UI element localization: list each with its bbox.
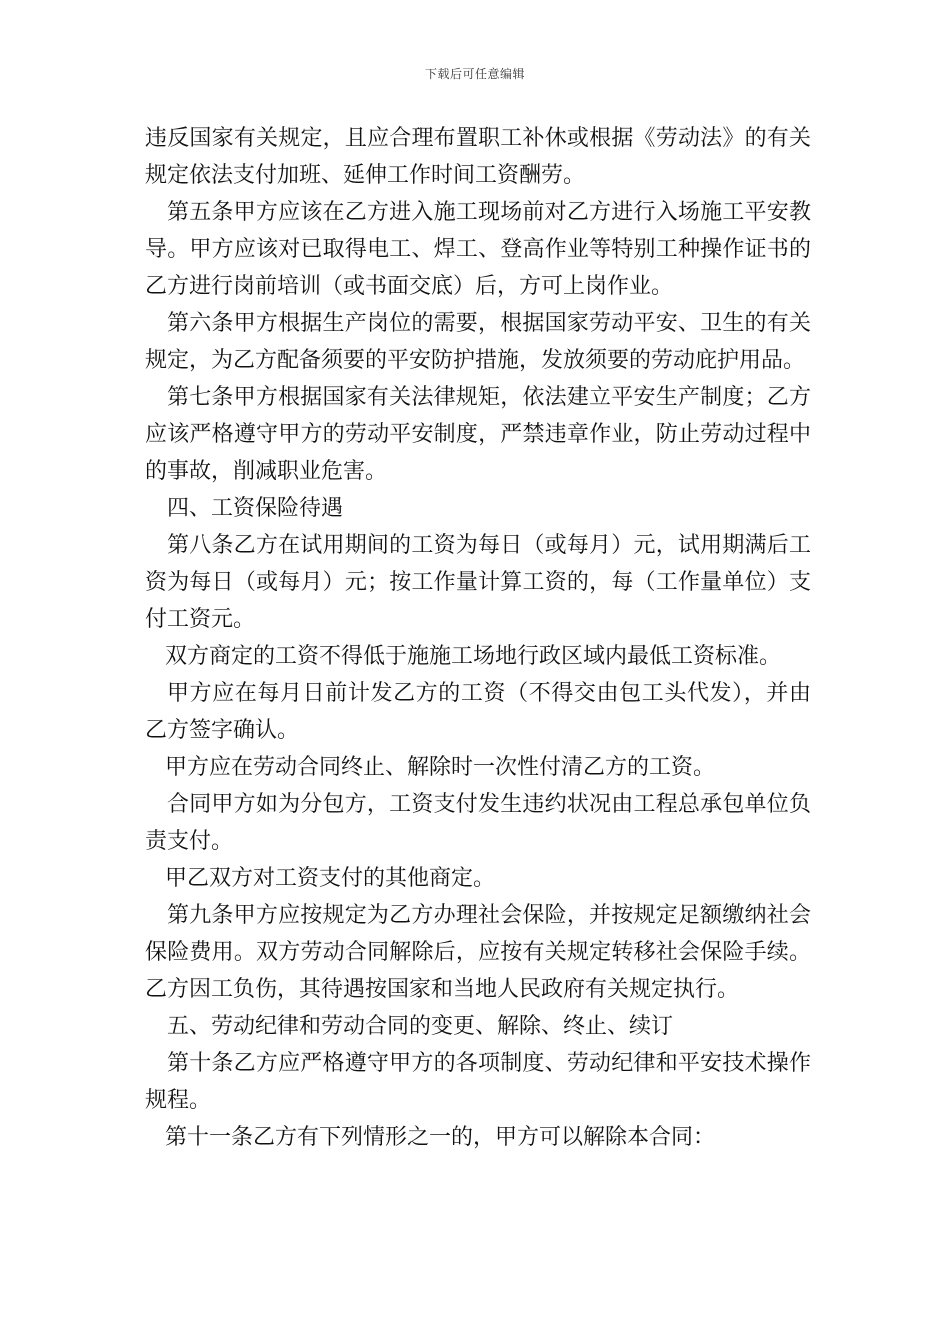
paragraph-article-9: 第九条甲方应按规定为乙方办理社会保险，并按规定足额缴纳社会保险费用。双方劳动合同解除后，应按有关规定转移社会保险手续。乙方因工负伤，其待遇按国家和当地人民政府有关规定执行。	[145, 903, 811, 1002]
section-heading-4: 四、工资保险待遇	[167, 496, 344, 521]
paragraph-subcontract: 合同甲方如为分包方，工资支付发生违约状况由工程总承包单位负责支付。	[145, 792, 811, 854]
paragraph-final-pay: 甲方应在劳动合同终止、解除时一次性付清乙方的工资。	[165, 755, 716, 780]
paragraph-min-wage: 双方商定的工资不得低于施施工场地行政区域内最低工资标准。	[165, 644, 782, 669]
paragraph-1: 违反国家有关规定，且应合理布置职工补休或根据《劳动法》的有关规定依法支付加班、延伸工作时间工资酬劳。	[145, 126, 811, 188]
paragraph-article-10: 第十条乙方应严格遵守甲方的各项制度、劳动纪律和平安技术操作规程。	[145, 1051, 811, 1113]
paragraph-article-5: 第五条甲方应该在乙方进入施工现场前对乙方进行入场施工平安教导。甲方应该对已取得电工、焊工、登高作业等特别工种操作证书的乙方进行岗前培训（或书面交底）后，方可上岗作业。	[145, 200, 811, 299]
page-header-note: 下载后可任意编辑	[424, 67, 525, 81]
section-heading-5: 五、劳动纪律和劳动合同的变更、解除、终止、续订	[167, 1014, 674, 1039]
paragraph-article-8: 第八条乙方在试用期间的工资为每日（或每月）元，试用期满后工资为每日（或每月）元；按工作量计算工资的，每（工作量单位）支付工资元。	[145, 533, 811, 632]
paragraph-article-6: 第六条甲方根据生产岗位的需要，根据国家劳动平安、卫生的有关规定，为乙方配备须要的平安防护措施，发放须要的劳动庇护用品。	[145, 311, 811, 373]
document-body	[145, 120, 811, 1156]
paragraph-article-11: 第十一条乙方有下列情形之一的，甲方可以解除本合同：	[165, 1125, 716, 1150]
paragraph-other-agreement: 甲乙双方对工资支付的其他商定。	[165, 866, 496, 891]
paragraph-article-7: 第七条甲方根据国家有关法律规矩，依法建立平安生产制度；乙方应该严格遵守甲方的劳动平安制度，严禁违章作业，防止劳动过程中的事故，削减职业危害。	[145, 385, 811, 484]
paragraph-pay-date: 甲方应在每月日前计发乙方的工资（不得交由包工头代发），并由乙方签字确认。	[145, 681, 811, 743]
